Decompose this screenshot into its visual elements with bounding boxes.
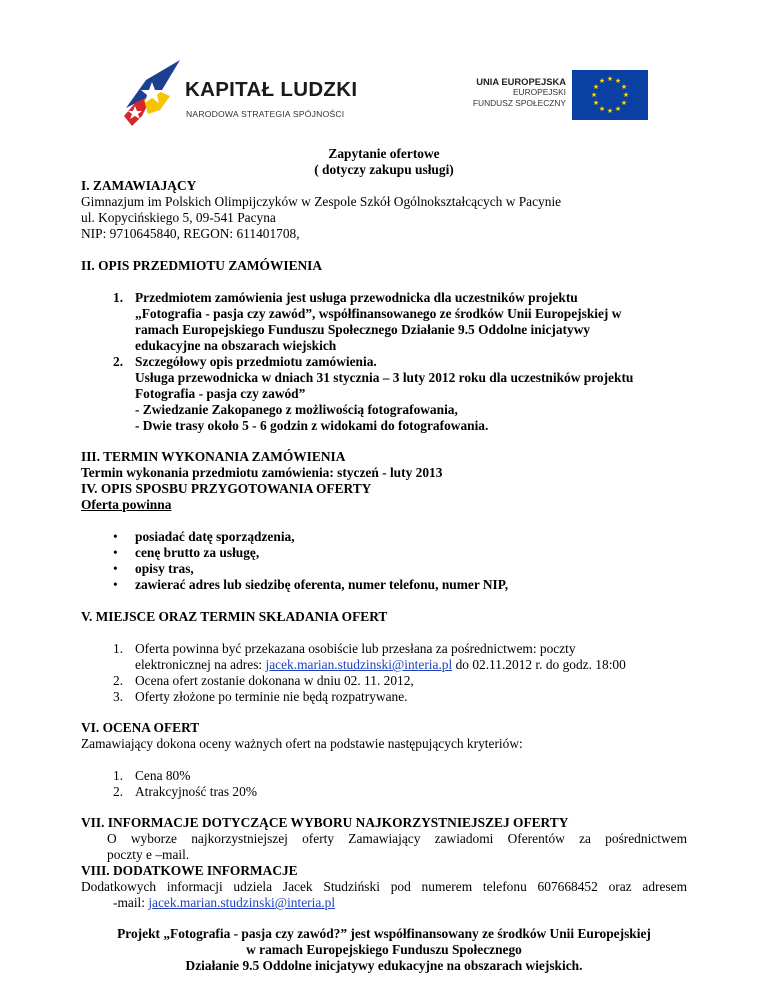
- submission-deadline: do 02.11.2012 r. do godz. 18:00: [452, 657, 626, 672]
- section-7-heading: VII. INFORMACJE DOTYCZĄCE WYBORU NAJKORZYSTNIEJSZEJ OFERTY: [81, 815, 569, 830]
- subject-line-1: Przedmiotem zamówienia jest usługa przewodnicka dla uczestników projektu: [135, 290, 578, 305]
- svg-text:★: ★: [620, 83, 628, 91]
- email-link[interactable]: jacek.marian.studzinski@interia.pl: [148, 895, 336, 910]
- ue-line-3: FUNDUSZ SPOŁECZNY: [472, 98, 566, 108]
- requirement-1: posiadać datę sporządzenia,: [135, 529, 295, 544]
- list-number: 1.: [113, 768, 124, 783]
- additional-info-line-1: Dodatkowych informacji udziela Jacek Studziński pod numerem telefonu 607668452 oraz adresem: [81, 879, 687, 894]
- document-title: Zapytanie ofertowe: [328, 146, 440, 161]
- svg-text:★: ★: [592, 99, 600, 107]
- requirement-2: cenę brutto za usługę,: [135, 545, 260, 560]
- list-number: 1.: [113, 641, 124, 656]
- footer-line-1: Projekt „Fotografia - pasja czy zawód?” jest współfinansowany ze środków Unii Europejskiej: [117, 926, 651, 941]
- bullet-icon: •: [113, 577, 118, 592]
- ue-text-block: [452, 76, 566, 109]
- detail-line-1: Szczegółowy opis przedmiotu zamówienia.: [135, 354, 377, 369]
- unia-europejska-logo: [452, 70, 648, 120]
- bullet-icon: •: [113, 529, 118, 544]
- email-link[interactable]: jacek.marian.studzinski@interia.pl: [265, 657, 453, 672]
- svg-text:★: ★: [620, 99, 628, 107]
- svg-text:★: ★: [606, 75, 614, 83]
- contracting-party-address: ul. Kopycińskiego 5, 09-541 Pacyna: [81, 210, 276, 225]
- contracting-party-ids: NIP: 9710645840, REGON: 611401708,: [81, 226, 300, 241]
- criterion-price: Cena 80%: [135, 768, 191, 783]
- contracting-party-name: Gimnazjum im Polskich Olimpijczyków w Zespole Szkół Ogólnokształcących w Pacynie: [81, 194, 562, 209]
- kapital-ludzki-logo: [122, 56, 372, 126]
- offer-should-label: Oferta powinna: [81, 497, 172, 512]
- list-number: 2.: [113, 673, 124, 688]
- bullet-icon: •: [113, 561, 118, 576]
- subject-line-2: „Fotografia - pasja czy zawód”, współfinansowanego ze środków Unii Europejskiej w: [135, 306, 622, 321]
- selection-info-line-1: O wyborze najkorzystniejszej oferty Zamawiający zawiadomi Oferentów za pośrednictwem: [107, 831, 687, 846]
- additional-info-line-2: [113, 895, 335, 911]
- ue-title: UNIA EUROPEJSKA: [476, 76, 566, 87]
- deadline-line: Termin wykonania przedmiotu zamówienia: styczeń - luty 2013: [81, 465, 443, 480]
- requirement-4: zawierać adres lub siedzibę oferenta, numer telefonu, numer NIP,: [135, 577, 509, 592]
- list-number: 2.: [113, 784, 124, 799]
- section-6-heading: VI. OCENA OFERT: [81, 720, 200, 735]
- svg-text:★: ★: [614, 105, 622, 113]
- kapital-ludzki-title: KAPITAŁ LUDZKI: [185, 78, 358, 101]
- svg-text:★: ★: [598, 77, 606, 85]
- submission-text: elektronicznej na adres:: [135, 657, 266, 672]
- evaluation-date: Ocena ofert zostanie dokonana w dniu 02. 11. 2012,: [135, 673, 414, 688]
- section-4-heading: IV. OPIS SPOSBU PRZYGOTOWANIA OFERTY: [81, 481, 372, 496]
- kapital-ludzki-subtitle: NARODOWA STRATEGIA SPÓJNOŚCI: [186, 109, 345, 119]
- requirement-3: opisy tras,: [135, 561, 194, 576]
- subject-line-4: edukacyjne na obszarach wiejskich: [135, 338, 337, 353]
- eu-flag-icon: [572, 70, 648, 120]
- section-8-heading: VIII. DODATKOWE INFORMACJE: [81, 863, 298, 878]
- section-3-heading: III. TERMIN WYKONANIA ZAMÓWIENIA: [81, 449, 346, 464]
- detail-line-4: - Zwiedzanie Zakopanego z możliwością fotografowania,: [135, 402, 458, 417]
- svg-text:★: ★: [606, 107, 614, 115]
- list-number: 3.: [113, 689, 124, 704]
- section-2-heading: II. OPIS PRZEDMIOTU ZAMÓWIENIA: [81, 258, 323, 273]
- svg-text:★: ★: [592, 83, 600, 91]
- late-offers-note: Oferty złożone po terminie nie będą rozpatrywane.: [135, 689, 408, 704]
- section-1-heading: I. ZAMAWIAJĄCY: [81, 178, 197, 193]
- list-number: 2.: [113, 354, 124, 369]
- document-subtitle: ( dotyczy zakupu usługi): [314, 162, 454, 177]
- criterion-attractiveness: Atrakcyjność tras 20%: [135, 784, 257, 799]
- svg-text:★: ★: [622, 91, 630, 99]
- svg-text:★: ★: [598, 105, 606, 113]
- bullet-icon: •: [113, 545, 118, 560]
- submission-line-2: [135, 657, 626, 673]
- kapital-ludzki-emblem-icon: [122, 56, 184, 126]
- detail-line-3: Fotografia - pasja czy zawód”: [135, 386, 306, 401]
- submission-line-1: Oferta powinna być przekazana osobiście lub przesłana za pośrednictwem: poczty: [135, 641, 576, 656]
- list-number: 1.: [113, 290, 124, 305]
- subject-line-3: ramach Europejskiego Funduszu Społecznego Działanie 9.5 Oddolne inicjatywy: [135, 322, 591, 337]
- detail-line-2: Usługa przewodnicka w dniach 31 stycznia – 3 luty 2012 roku dla uczestników projektu: [135, 370, 634, 385]
- email-prefix: -mail:: [113, 895, 149, 910]
- footer-line-3: Działanie 9.5 Oddolne inicjatywy edukacyjne na obszarach wiejskich.: [185, 958, 583, 973]
- svg-text:★: ★: [614, 77, 622, 85]
- section-5-heading: V. MIEJSCE ORAZ TERMIN SKŁADANIA OFERT: [81, 609, 388, 624]
- ue-line-2: EUROPEJSKI: [512, 87, 566, 97]
- footer-line-2: w ramach Europejskiego Funduszu Społecznego: [246, 942, 522, 957]
- svg-text:★: ★: [590, 91, 598, 99]
- selection-info-line-2: poczty e –mail.: [107, 847, 190, 862]
- criteria-intro: Zamawiający dokona oceny ważnych ofert na podstawie następujących kryteriów:: [81, 736, 523, 751]
- detail-line-5: - Dwie trasy około 5 - 6 godzin z widokami do fotografowania.: [135, 418, 489, 433]
